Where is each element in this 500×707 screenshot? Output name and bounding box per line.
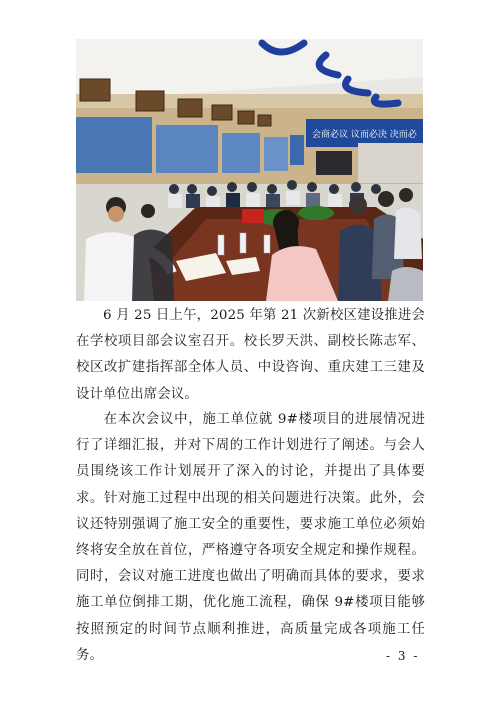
paragraph-1-text: 6 月 25 日上午，2025 年第 21 次新校区建设推进会在学校项目部会议室召开。校长罗天洪、副校长陈志军、校区改扩建指挥部全体人员、中设咨询、重庆建工三建及设计单位出席会议。: [76, 308, 425, 402]
wall-sign: 会商必议 议而必决 决而必: [312, 130, 417, 140]
paragraph-1: [76, 303, 425, 408]
meeting-photo: [76, 39, 423, 301]
paragraph-2-text: 在本次会议中，施工单位就 9#楼项目的进展情况进行了详细汇报，并对下周的工作计划进行了阐述。与会人员围绕该工作计划展开了深入的讨论，并提出了具体要求。针对施工过程中出现的相关问题进行决策。此外，会议还特别强调了施工安全的重要性，要求施工单位必须始终将安全放在首位，严格遵守各项安全规定和操作规程。同时，会议对施工进度也做出了明确而具体的要求，要求施工单位倒排工期，优化施工流程，确保 9#楼项目能够按照预定的时间节点顺利推进，高质量完成各项施工任务。: [76, 412, 425, 663]
page-number: - 3 -: [386, 649, 420, 663]
paragraph-2: [76, 407, 425, 669]
